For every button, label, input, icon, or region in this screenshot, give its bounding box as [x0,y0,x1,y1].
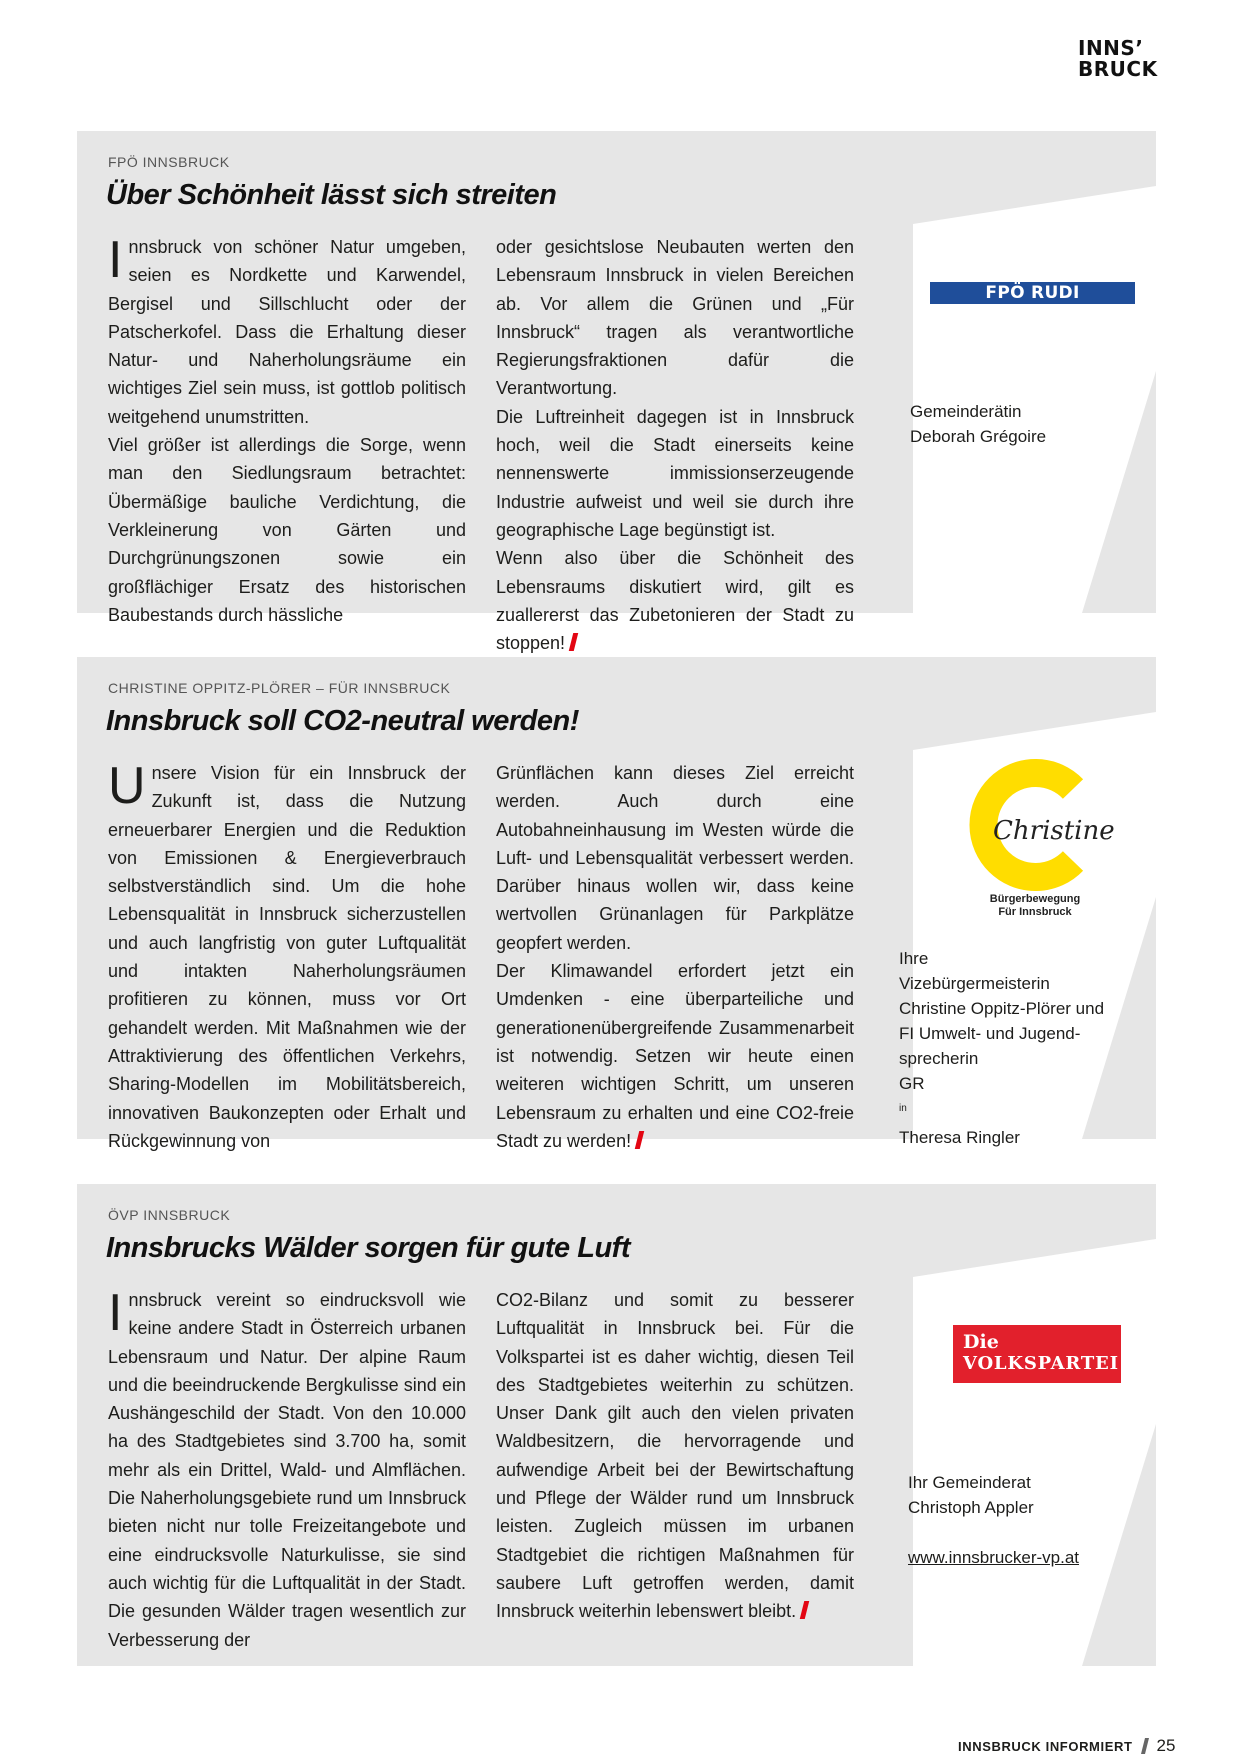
paragraph [496,544,854,657]
paragraph-text: Wenn also über die Schönheit des Lebensraums diskutiert wird, gilt es zuallererst das Zubetonieren der Stadt zu stoppen! [496,548,854,654]
author-name: Deborah Grégoire [910,427,1047,446]
article-column-right [496,759,854,1155]
paragraph-text: nsere Vision für ein Innsbruck der Zukunft ist, dass die Nutzung erneuerbarer Energien und die Reduktion von Emissionen & Energieverbrauch selbstverständlich sind. Um die hohe Lebensqualität in Innsbruck sicherzustellen und auch langfristig von guter Luftqualität und intakten Naherholungsräumen profitieren zu können, muss vor Ort gehandelt werden. Mit Maßnahmen wie der Attraktivierung des öffentlichen Verkehrs, Sharing-Modellen im Mobilitätsbereich, innovativen Baukonzepten oder Erhalt und Rückgewinnung von [108,763,466,1151]
author-block [908,1470,1079,1570]
separator-icon [1141,1738,1149,1754]
christine-logo-subtitle [955,893,1115,919]
author-block [910,399,1046,449]
paragraph [496,957,854,1155]
author-name: Christoph Appler [908,1498,1034,1517]
article-fuer-innsbruck [77,657,1156,1151]
fpoe-logo: FPÖ RUDI FEDERSPIEL [930,282,1135,304]
gr-sup: in [899,1103,907,1114]
author-line: Christine Oppitz-Plörer und [899,999,1105,1018]
article-fpoe [77,131,1156,654]
paragraph-text: nnsbruck von schöner Natur umgeben, seien es Nordkette und Karwendel, Bergisel und Sillschlucht oder der Patscherkofel. Dass die Erhaltung dieser Natur- und Naherholungsräume ein wichtiges Ziel sein muss, ist gottlob politisch weitgehend unumstritten. [108,237,466,427]
page-footer [958,1736,1175,1756]
article-column-left [108,1286,466,1654]
paragraph: Die Luftreinheit dagegen ist in Innsbruck hoch, weil die Stadt einerseits keine nennenswerte immissionserzeugende Industrie aufweist und weil sie durch ihre geographische Lage begünstigt ist. [496,406,854,540]
article-column-left [108,233,466,629]
innsbruck-logo [1078,38,1158,80]
article-column-right [496,233,854,657]
author-block [899,946,1104,1150]
dropcap: U [108,757,146,815]
paragraph [496,1286,854,1626]
article-title: Innsbrucks Wälder sorgen für gute Luft [106,1232,630,1264]
dropcap: I [108,231,123,289]
author-role: Ihr Gemeinderat [908,1473,1031,1492]
page-number: 25 [1156,1736,1176,1755]
christine-script: Christine [993,816,1115,846]
author-line: Ihre [899,949,929,968]
logo-line2: BRUCK [1078,57,1158,81]
article-oevp [77,1184,1156,1666]
christine-logo [955,759,1115,919]
article-kicker: FPÖ INNSBRUCK [108,154,230,170]
paragraph: Viel größer ist allerdings die Sorge, wenn man den Siedlungsraum betrachtet: Übermäßige bauliche Verdichtung, die Verkleinerung von Gärten und Durchgrünungszonen sowie ein großflächiger Ersatz des historischen Baubestands durch hässliche [108,435,466,625]
logo-sub-line: Bürgerbewegung [989,893,1081,905]
christine-c-icon [955,759,1115,891]
paragraph: oder gesichtslose Neubauten werten den Lebensraum Innsbruck in vielen Bereichen ab. Vor allem die Grünen und „Für Innsbruck“ tragen als verantwortliche Regierungsfraktionen dafür die Verantwortung. [496,237,854,399]
dropcap: I [108,1284,123,1342]
paragraph [108,233,466,431]
article-kicker: ÖVP INNSBRUCK [108,1207,231,1223]
author-line: FI Umwelt- und Jugend- [899,1024,1081,1043]
paragraph [108,1286,466,1654]
website-link[interactable]: www.innsbrucker-vp.at [908,1548,1080,1567]
paragraph-text: CO2-Bilanz und somit zu besserer Luftqualität in Innsbruck bei. Für die Volkspartei ist es daher wichtig, diesen Teil des Stadtgebietes weiterhin zu schützen. Unser Dank gilt auch den vielen privaten Waldbesitzern, die hervorragende und aufwendige Arbeit bei der Bewirtschaftung und Pflege der Wälder rund um Innsbruck leisten. Zugleich müssen im urbanen Stadtgebiet die richtigen Maßnahmen für saubere Luft getroffen werden, damit Innsbruck weiterhin lebenswert bleibt. [496,1290,854,1622]
paragraph-text: nnsbruck vereint so eindrucksvoll wie keine andere Stadt in Österreich urbanen Lebensraum und Natur. Der alpine Raum und die beeindruckende Bergkulisse sind ein Aushängeschild der Stadt. Von den 10.000 ha des Stadtgebietes sind 3.700 ha, somit mehr als ein Drittel, Wald- und Almflächen. Die Naherholungsgebiete rund um Innsbruck bieten nicht nur tolle Freizeitangebote und eine eindrucksvolle Naturkulisse, sie sind auch wichtig für die Luftqualität in der Stadt. Die gesunden Wälder tragen wesentlich zur Verbesserung der [108,1290,466,1650]
end-mark-icon [569,633,578,651]
end-mark-icon [635,1131,644,1149]
logo-sub-line: Für Innsbruck [998,906,1072,918]
logo-line2: VOLKSPARTEI [963,1353,1119,1374]
paragraph [108,759,466,1155]
article-kicker: CHRISTINE OPPITZ-PLÖRER – FÜR INNSBRUCK [108,680,451,696]
article-title: Über Schönheit lässt sich streiten [106,179,557,211]
article-column-right [496,1286,854,1626]
gr-name: Theresa Ringler [899,1127,1020,1147]
author-role: Gemeinderätin [910,402,1022,421]
author-line [899,1071,1104,1150]
end-mark-icon [800,1601,809,1619]
paragraph: Grünflächen kann dieses Ziel erreicht werden. Auch durch eine Autobahneinhausung im Westen würde die Luft- und Lebensqualität verbessert werden. Darüber hinaus wollen wir, dass keine wertvollen Grünanlagen für Parkplätze geopfert werden. [496,763,854,953]
gr-prefix: GR [899,1074,925,1093]
author-line: sprecherin [899,1049,979,1068]
logo-line1: Die [963,1331,999,1353]
paragraph-text: Der Klimawandel erfordert jetzt ein Umdenken - eine überparteiliche und generationenübergreifende Zusammenarbeit ist notwendig. Setzen wir heute einen weiteren wichtigen Schritt, um unseren Lebensraum zu erhalten und eine CO2-freie Stadt zu werden! [496,961,854,1151]
author-line: Vizebürgermeisterin [899,974,1050,993]
article-title: Innsbruck soll CO2-neutral werden! [106,705,579,737]
footer-label: INNSBRUCK INFORMIERT [958,1739,1133,1754]
volkspartei-logo [953,1325,1121,1383]
article-column-left [108,759,466,1155]
logo-line1: INNS’ [1078,36,1144,60]
